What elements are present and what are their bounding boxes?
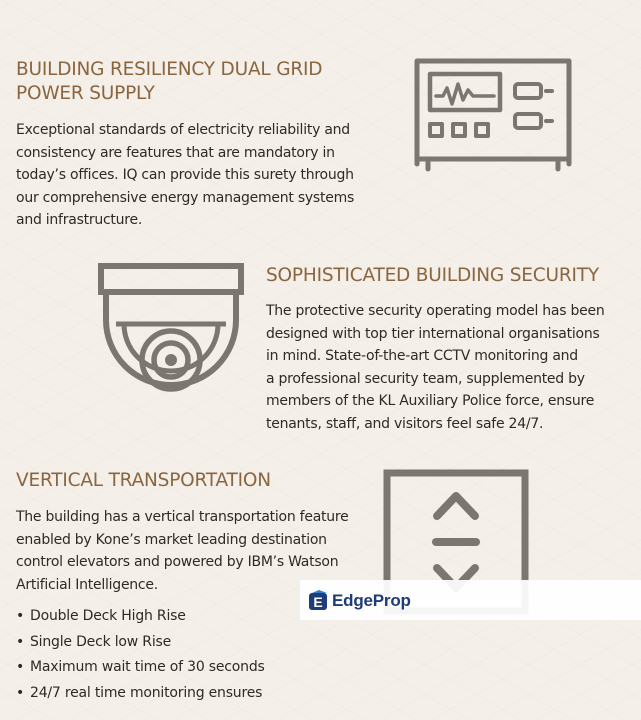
body-line: Artificial Intelligence. bbox=[16, 576, 158, 593]
body-line: members of the KL Auxiliary Police force, ensure bbox=[266, 393, 595, 409]
transport-section-body bbox=[16, 506, 348, 596]
list-item bbox=[16, 604, 265, 630]
cctv-camera-icon bbox=[98, 262, 244, 412]
power-monitor-icon bbox=[412, 56, 574, 172]
security-section-heading: SOPHISTICATED BUILDING SECURITY bbox=[266, 265, 599, 286]
bullet-icon: • bbox=[16, 684, 25, 701]
body-line: Exceptional standards of electricity reliability and bbox=[16, 122, 350, 138]
body-line: tenants, staff, and visitors feel safe 24/7. bbox=[266, 415, 544, 432]
transport-section-heading: VERTICAL TRANSPORTATION bbox=[16, 470, 271, 491]
bullet-icon: • bbox=[16, 608, 25, 624]
edgeprop-brand-text: EdgeProp bbox=[332, 591, 411, 610]
body-line: and infrastructure. bbox=[16, 212, 143, 228]
edgeprop-logo-icon bbox=[308, 590, 330, 612]
heading-line: BUILDING RESILIENCY DUAL GRID bbox=[16, 59, 323, 80]
list-item bbox=[16, 681, 265, 707]
body-line: a professional security team, supplemented by bbox=[266, 370, 585, 387]
heading-line: POWER SUPPLY bbox=[16, 83, 155, 104]
body-line: enabled by Kone’s market leading destination bbox=[16, 531, 327, 548]
body-line: The building has a vertical transportation feature bbox=[16, 509, 349, 525]
list-item bbox=[16, 630, 265, 656]
power-section-heading bbox=[16, 58, 322, 106]
body-line: in mind. State-of-the-art CCTV monitoring and bbox=[266, 348, 578, 364]
body-line: consistency are features that are mandatory in bbox=[16, 144, 335, 161]
bullet-icon: • bbox=[16, 659, 25, 675]
list-item-text: Maximum wait time of 30 seconds bbox=[30, 659, 265, 675]
bullet-icon: • bbox=[16, 633, 25, 650]
security-section-body bbox=[266, 300, 604, 435]
body-line: The protective security operating model has been bbox=[266, 303, 605, 319]
list-item-text: Single Deck low Rise bbox=[30, 633, 172, 650]
list-item-text: Double Deck High Rise bbox=[30, 608, 186, 624]
body-line: designed with top tier international organisations bbox=[266, 325, 600, 342]
edgeprop-watermark bbox=[300, 580, 641, 620]
edgeprop-logo-letter: E bbox=[313, 594, 323, 610]
transport-feature-list bbox=[16, 604, 265, 706]
list-item-text: 24/7 real time monitoring ensures bbox=[30, 684, 263, 701]
body-line: control elevators and powered by IBM’s Watson bbox=[16, 554, 339, 570]
list-item bbox=[16, 655, 265, 681]
power-section-body bbox=[16, 119, 354, 232]
body-line: our comprehensive energy management systems bbox=[16, 189, 355, 206]
body-line: today’s offices. IQ can provide this surety through bbox=[16, 167, 354, 183]
edgeprop-logo bbox=[308, 589, 411, 613]
